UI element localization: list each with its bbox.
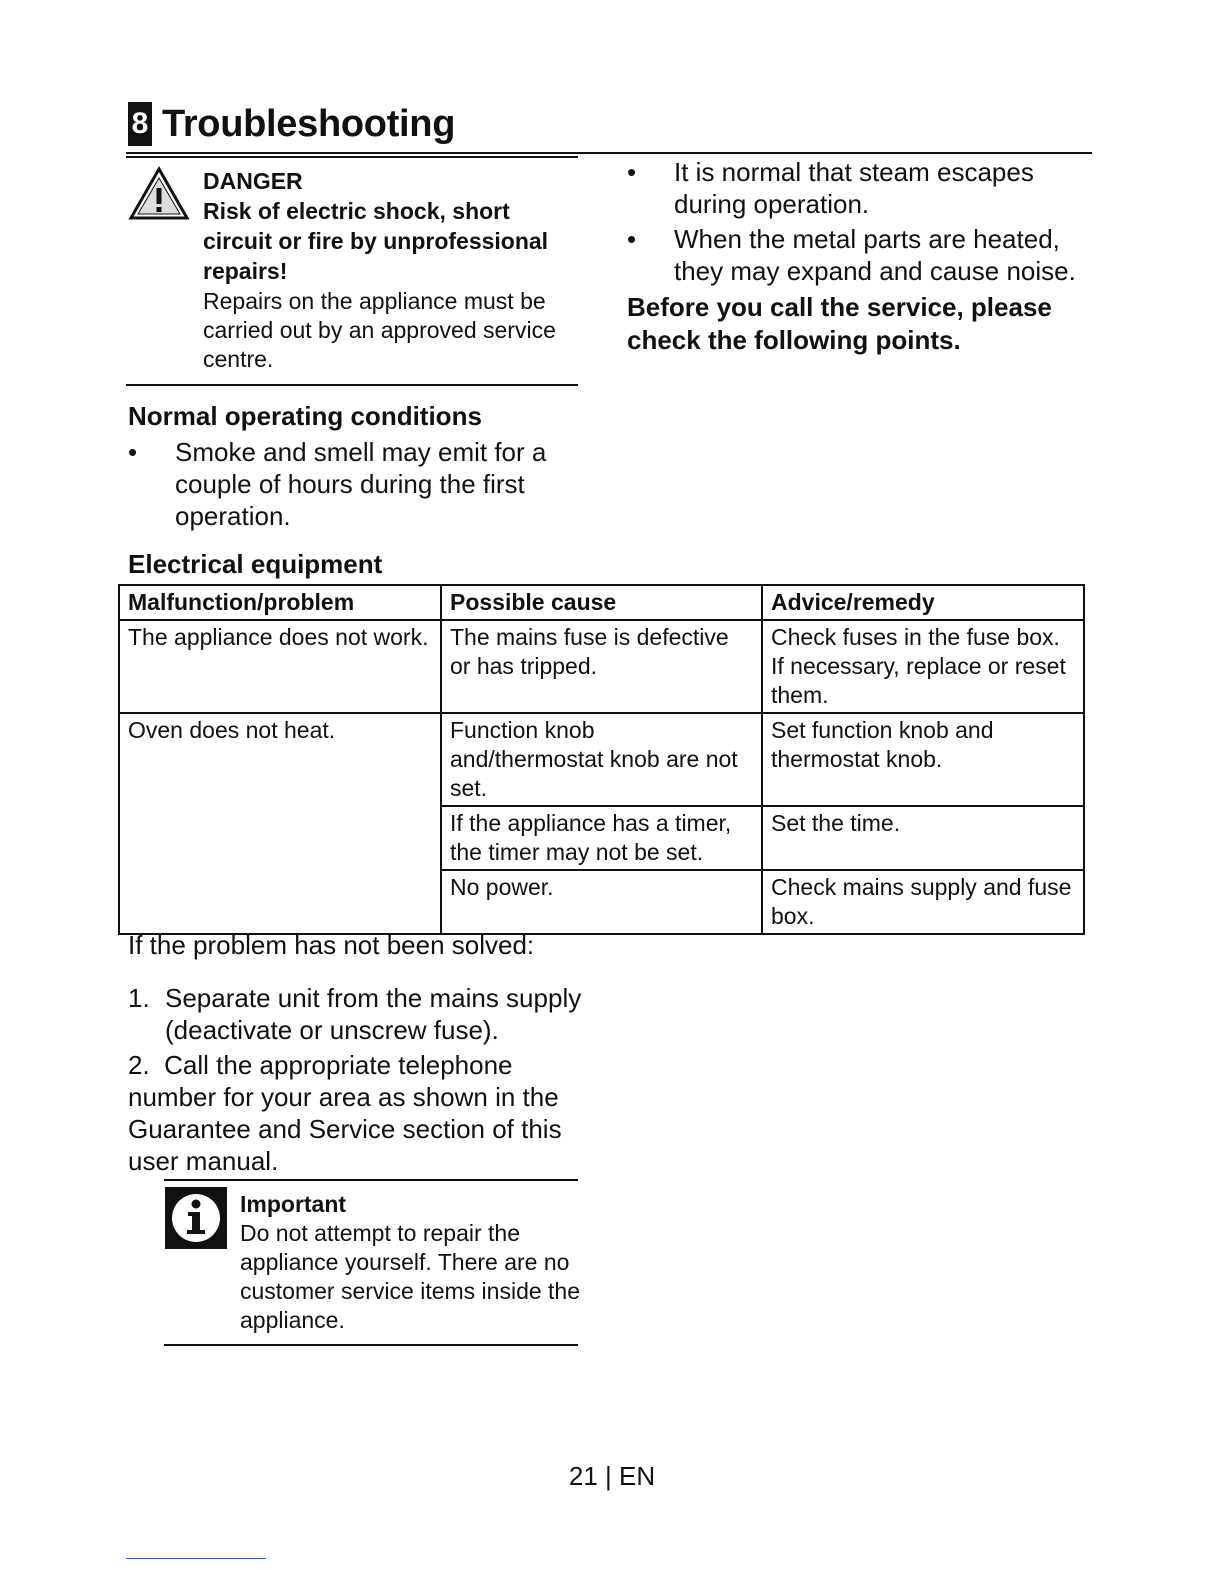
troubleshooting-table (118, 584, 1085, 935)
footnote-rule (126, 1558, 266, 1559)
danger-top-divider (126, 156, 578, 158)
column-header: Possible cause (441, 585, 762, 620)
step-number: 1. (128, 983, 150, 1013)
danger-body: Repairs on the appliance must be carried out by an approved service centre. (203, 288, 556, 372)
list-item (128, 1049, 588, 1177)
normal-conditions-heading: Normal operating conditions (128, 401, 482, 431)
important-bottom-divider (164, 1344, 578, 1346)
step-text: Separate unit from the mains supply (deactivate or unscrew fuse). (165, 983, 582, 1045)
bullet-symbol: • (128, 437, 138, 467)
table-row (119, 713, 1084, 806)
bullet-text: It is normal that steam escapes during operation. (674, 157, 1034, 219)
list-item (627, 223, 1097, 289)
bullet-text: Smoke and smell may emit for a couple of hours during the first operation. (175, 437, 547, 531)
important-label: Important (240, 1191, 347, 1217)
chapter-number-badge: 8 (128, 102, 152, 146)
language-code: EN (619, 1461, 656, 1491)
page-header (128, 100, 455, 148)
page-number: 21 (568, 1461, 598, 1491)
footer-separator: | (605, 1461, 612, 1491)
step-text: Call the appropriate telephone number for your area as shown in the Guarantee and Service section of this user manual. (128, 1050, 562, 1176)
title-divider (126, 152, 1092, 154)
important-notice (240, 1190, 580, 1335)
cause-cell: No power. (441, 870, 762, 934)
danger-label: DANGER (203, 168, 303, 194)
bullet-symbol: • (627, 224, 637, 254)
electrical-heading: Electrical equipment (128, 549, 383, 579)
danger-bottom-divider (126, 384, 578, 386)
remedy-cell: Check mains supply and fuse box. (762, 870, 1084, 934)
table-row (119, 620, 1084, 713)
important-body: Do not attempt to repair the appliance yourself. There are no customer service items inside the appliance. (240, 1220, 581, 1333)
list-item (128, 982, 608, 1048)
danger-notice (203, 166, 583, 374)
problem-cell: The appliance does not work. (119, 620, 441, 713)
danger-headline: Risk of electric shock, short circuit or fire by unprofessional repairs! (203, 198, 549, 284)
page-footer (0, 1461, 1224, 1492)
cause-cell: The mains fuse is defective or has tripped. (441, 620, 762, 713)
table-header-row (119, 585, 1084, 620)
page-title: Troubleshooting (162, 102, 456, 145)
problem-cell: Oven does not heat. (119, 713, 441, 934)
important-top-divider (164, 1179, 578, 1181)
bullet-symbol: • (627, 157, 637, 187)
before-service-note: Before you call the service, please check the following points. (627, 292, 1052, 355)
cause-cell: If the appliance has a timer, the timer may not be set. (441, 806, 762, 870)
remedy-cell: Set function knob and thermostat knob. (762, 713, 1084, 806)
step-number: 2. (128, 1050, 150, 1080)
column-header: Malfunction/problem (119, 585, 441, 620)
remedy-cell: Check fuses in the fuse box. If necessary, replace or reset them. (762, 620, 1084, 713)
bullet-text: When the metal parts are heated, they may expand and cause noise. (674, 224, 1076, 286)
not-solved-intro: If the problem has not been solved: (128, 930, 535, 960)
cause-cell: Function knob and/thermostat knob are not set. (441, 713, 762, 806)
remedy-cell: Set the time. (762, 806, 1084, 870)
list-item (627, 156, 1097, 222)
list-item (128, 436, 588, 536)
info-icon (165, 1187, 227, 1249)
warning-triangle-icon (128, 166, 190, 222)
column-header: Advice/remedy (762, 585, 1084, 620)
